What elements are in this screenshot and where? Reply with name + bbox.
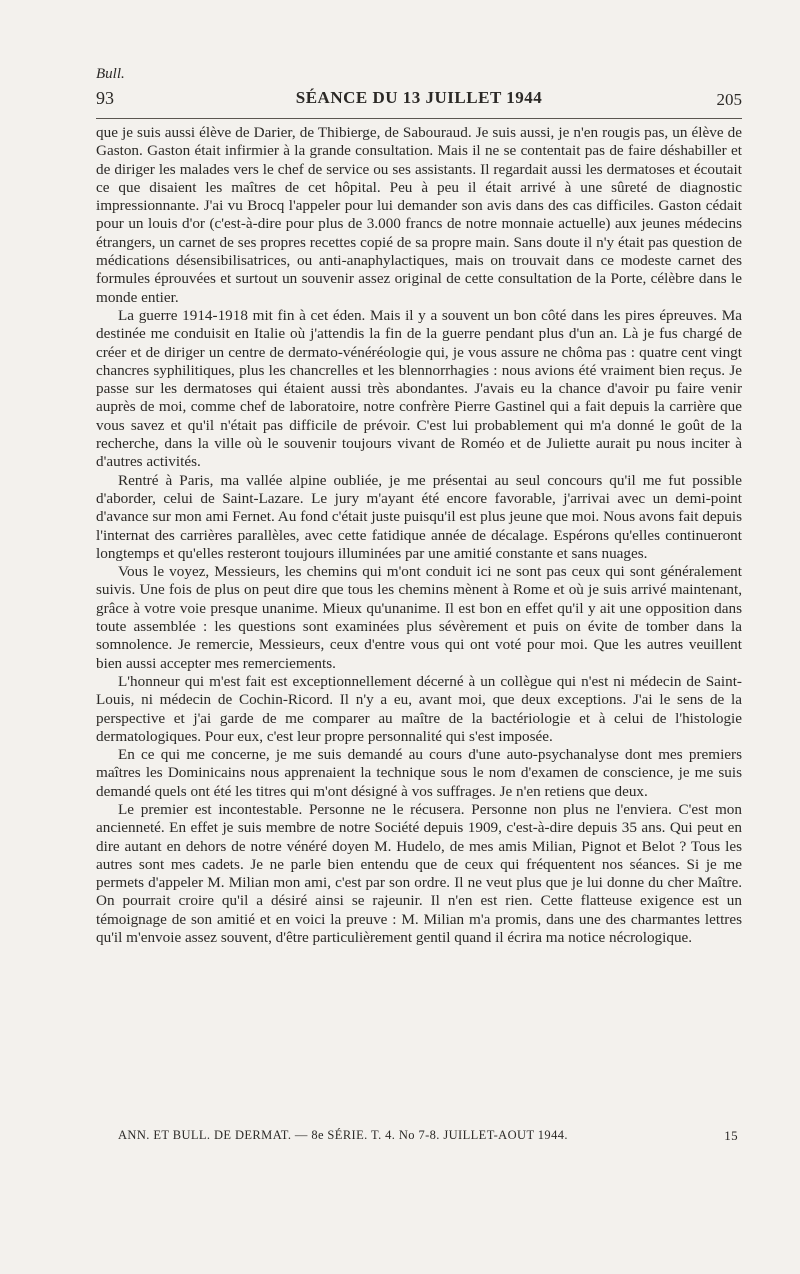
paragraph-3: Rentré à Paris, ma vallée alpine oubliée, je me présentai au seul concours qu'il me fut possible d'aborder, celui de Saint-Lazare. Le jury m'ayant été encore favorable, j'arrivai avec un demi-point d'avance sur mon ami Fernet. Au fond c'était juste puisqu'il est plus jeune que moi. Nous avons fait depuis l'internat des carrières parallèles, avec cette fatidique année de décalage. Espérons qu'elles continueront longtemps et qu'elles resteront toujours illuminées par une amitié constante et sans nuages.: [96, 471, 742, 562]
header-divider: [96, 118, 742, 119]
left-page-number: 93: [96, 88, 114, 108]
journal-reference: ANN. ET BULL. DE DERMAT. — 8e SÉRIE. T. 4. No 7-8. JUILLET-AOUT 1944.: [118, 1128, 568, 1142]
paragraph-1: que je suis aussi élève de Darier, de Thibierge, de Sabouraud. Je suis aussi, je n'en rougis pas, un élève de Gaston. Gaston était infirmier à la grande consultation. Mais il ne se contentait pas de faire déshabiller et de diriger les malades vers le chef de service ou ses assistants. Il regardait aussi les dermatoses et écoutait ce que disaient les maîtres de cet hôpital. Peu à peu il était arrivé à une sûreté de diagnostic impressionnante. J'ai vu Brocq l'appeler pour lui demander son avis dans des cas difficiles. Gaston cédait pour un louis d'or (c'est-à-dire pour plus de 3.000 francs de notre monnaie actuelle) aux jeunes médecins étrangers, un carnet de ses propres recettes copié de sa propre main. Sans doute il n'y était pas question de médications désensibilisatrices, ou anti-anaphylactiques, mais on trouvait dans ce modeste carnet des formules éprouvées et surtout un souvenir assez original de cette consultation de la Porte, célèbre dans le monde entier.: [96, 124, 742, 306]
page-title: SÉANCE DU 13 JUILLET 1944: [295, 88, 543, 107]
paragraph-2: La guerre 1914-1918 mit fin à cet éden. Mais il y a souvent un bon côté dans les pires épreuves. Ma destinée me conduisit en Italie où j'attendis la fin de la guerre pendant plus d'un an. Là je fus chargé de créer et de diriger un centre de dermato-vénéréologie qui, je vous assure ne chôma pas : quatre cent vingt chancres syphilitiques, plus les chancrelles et les blennorrhagies : nous avions été vraiment bien reçus. Je passe sur les dermatoses qui étaient aussi très abondantes. J'avais eu la chance d'avoir pu faire venir auprès de moi, comme chef de laboratoire, notre confrère Pierre Gastinel qui a fait depuis la carrière que vous savez et qu'il n'était pas difficile de prévoir. C'est lui probablement qui m'a donné le goût de la recherche, dans la ville où le souvenir toujours vivant de Roméo et de Juliette aurait pu nous inciter à d'autres activités.: [96, 306, 742, 471]
paragraph-6: En ce qui me concerne, je me suis demandé au cours d'une auto-psychanalyse dont mes premiers maîtres les Dominicains nous apprenaient la technique sous le nom d'examen de conscience, je me suis demandé quels ont été les titres qui m'ont désigné à vos suffrages. Je n'en retiens que deux.: [96, 746, 742, 800]
journal-abbreviation: Bull.: [96, 66, 125, 82]
paragraph-4: Vous le voyez, Messieurs, les chemins qui m'ont conduit ici ne sont pas ceux qui sont généralement suivis. Une fois de plus on peut dire que tous les chemins mènent à Rome et où je suis arrivé maintenant, grâce à votre voie presque unanime. Mieux qu'unanime. Il est bon en effet qu'il y ait une opposition dans toute assemblée : les questions sont examinées plus sévèrement et puis on évite de tomber dans la somnolence. Je remercie, Messieurs, ceux d'entre vous qui ont voté pour moi. Que les autres veuillent bien aussi accepter mes remerciements.: [96, 563, 742, 672]
running-header: [96, 86, 742, 112]
right-page-number: 205: [716, 90, 742, 109]
body-text: [96, 124, 742, 947]
paragraph-7: Le premier est incontestable. Personne ne le récusera. Personne non plus ne l'enviera. C'est mon ancienneté. En effet je suis membre de notre Société depuis 1909, c'est-à-dire depuis 35 ans. Qui peut en dire autant en dehors de notre vénéré doyen M. Hudelo, de mes amis Milian, Pignot et Belot ? Tous les autres sont mes cadets. Je ne parle bien entendu que de ceux qui fréquentent nos séances. Si je me permets d'appeler M. Milian mon ami, c'est par son ordre. Il ne veut plus que je lui donne du cher Maître. On pourrait croire qu'il a désiré ainsi se rajeunir. Il n'en est rien. Cette flatteuse exigence est un témoignage de son amitié et en voici la preuve : M. Milian m'a promis, dans une des charmantes lettres qu'il m'envoie assez souvent, d'être particulièrement gentil quand il écrira ma notice nécrologique.: [96, 800, 742, 947]
signature-mark: 15: [724, 1128, 738, 1143]
paragraph-5: L'honneur qui m'est fait est exceptionnellement décerné à un collègue qui n'est ni médecin de Saint-Louis, ni médecin de Cochin-Ricord. Il n'y a eu, avant moi, que deux exceptions. J'ai le sens de la perspective et j'ai garde de me comparer au maître de la bactériologie et à celui de l'histologie dermatologiques. Pour eux, c'est leur propre personnalité qui s'est imposée.: [96, 672, 742, 745]
